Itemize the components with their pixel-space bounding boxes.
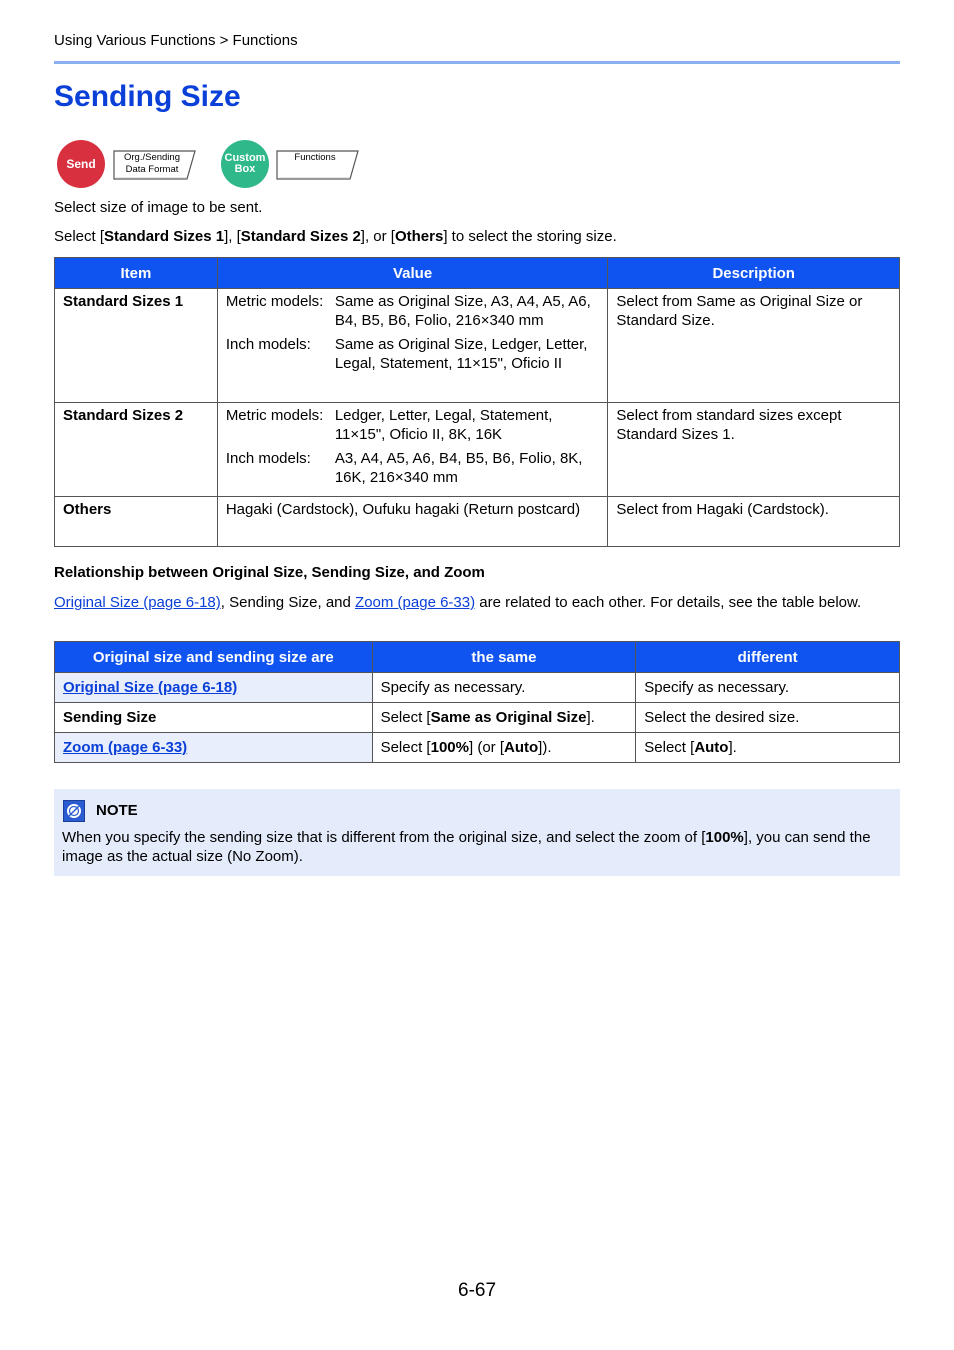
item-cell: Others [55, 497, 218, 547]
value-cell: Hagaki (Cardstock), Oufuku hagaki (Return postcard) [217, 497, 608, 547]
text: ], you can send the image as the actual size (No Zoom). [62, 829, 871, 865]
section-paragraph [54, 593, 900, 612]
bold-text: Auto [504, 739, 539, 756]
row-label-cell: Sending Size [55, 703, 373, 733]
inch-value: A3, A4, A5, A6, B4, B5, B6, Folio, 8K, 16K, 216×340 mm [334, 450, 583, 486]
text: , Sending Size, and [220, 594, 356, 611]
text: ]). [538, 739, 552, 756]
item-cell: Standard Sizes 1 [55, 289, 218, 403]
column-header: Item [55, 258, 218, 289]
bold-text: 100% [430, 739, 469, 756]
different-cell [636, 733, 900, 763]
text: Select [ [644, 739, 695, 756]
section-heading: Relationship between Original Size, Sending Size, and Zoom [54, 564, 485, 581]
metric-value: Same as Original Size, A3, A4, A5, A6, B4, B5, B6, Folio, 216×340 mm [334, 293, 591, 329]
row-label-cell [55, 733, 373, 763]
inch-value: Same as Original Size, Ledger, Letter, Legal, Statement, 11×15", Oficio II [334, 336, 588, 372]
same-cell [372, 703, 636, 733]
intro-line-2 [54, 228, 617, 245]
note-box [54, 789, 900, 876]
original-size-row-link[interactable]: Original Size (page 6-18) [63, 679, 238, 696]
send-key-label: Send [66, 156, 96, 171]
description-cell: Select from Hagaki (Cardstock). [608, 497, 900, 547]
functions-tab [276, 150, 360, 180]
note-icon [63, 800, 85, 822]
column-header: Value [217, 258, 608, 289]
zoom-row-link[interactable]: Zoom (page 6-33) [63, 739, 188, 756]
original-size-link[interactable]: Original Size (page 6-18) [54, 594, 221, 611]
text: When you specify the sending size that is different from the original size, and select the zoom of [ [62, 829, 706, 846]
header-rule [54, 61, 900, 64]
same-cell: Specify as necessary. [372, 673, 636, 703]
column-header: Original size and sending size are [55, 642, 373, 673]
bold-text: Auto [694, 739, 729, 756]
text: ], [ [224, 228, 241, 245]
bold-text: Standard Sizes 1 [104, 228, 225, 245]
metric-label: Metric models: [225, 293, 324, 310]
table-row [55, 497, 900, 547]
bold-text: Standard Sizes 2 [240, 228, 361, 245]
description-cell: Select from Same as Original Size or Standard Size. [608, 289, 900, 403]
table-row [55, 673, 900, 703]
table-row [55, 289, 900, 403]
org-sending-data-format-tab [113, 150, 197, 180]
inch-label: Inch models: [225, 450, 311, 467]
custom-box-key-icon [221, 140, 269, 188]
tab2-label: Functions [294, 152, 336, 163]
value-cell [217, 403, 608, 497]
metric-row [226, 406, 600, 444]
note-text [62, 828, 894, 866]
bold-text: 100% [705, 829, 744, 846]
text: ], or [ [360, 228, 395, 245]
text: are related to each other. For details, see the table below. [475, 594, 862, 611]
inch-label: Inch models: [225, 336, 311, 353]
tab1-label-line2: Data Format [125, 164, 179, 175]
same-cell [372, 733, 636, 763]
page-title: Sending Size [54, 80, 241, 113]
bold-text: Same as Original Size [430, 709, 587, 726]
custom-box-label [225, 153, 266, 175]
custom-label-line2: Box [234, 163, 256, 175]
intro-line-1: Select size of image to be sent. [54, 199, 263, 216]
settings-table [54, 257, 900, 547]
different-cell: Select the desired size. [636, 703, 900, 733]
item-cell: Standard Sizes 2 [55, 403, 218, 497]
function-path-icons [57, 140, 377, 190]
custom-label-line1: Custom [224, 152, 266, 164]
description-cell: Select from standard sizes except Standard Sizes 1. [608, 403, 900, 497]
metric-label: Metric models: [225, 407, 324, 424]
relationship-table [54, 641, 900, 763]
column-header: the same [372, 642, 636, 673]
row-label-cell [55, 673, 373, 703]
inch-row [226, 449, 600, 487]
metric-value: Ledger, Letter, Legal, Statement, 11×15", Oficio II, 8K, 16K [334, 407, 553, 443]
metric-row [226, 292, 600, 330]
text: ] to select the storing size. [443, 228, 617, 245]
page-number: 6-67 [458, 1280, 497, 1301]
table-row [55, 703, 900, 733]
tab1-label [119, 152, 185, 176]
text: Select [ [54, 228, 105, 245]
text: Select [ [380, 709, 431, 726]
table-header-row [55, 642, 900, 673]
text: ]. [586, 709, 595, 726]
different-cell: Specify as necessary. [636, 673, 900, 703]
bold-text: Others [394, 228, 444, 245]
send-key-icon [57, 140, 105, 188]
column-header: different [636, 642, 900, 673]
zoom-link[interactable]: Zoom (page 6-33) [355, 594, 476, 611]
table-row [55, 733, 900, 763]
column-header: Description [608, 258, 900, 289]
breadcrumb: Using Various Functions > Functions [54, 32, 298, 49]
text: ]. [728, 739, 737, 756]
inch-row [226, 335, 600, 373]
table-header-row [55, 258, 900, 289]
table-row [55, 403, 900, 497]
text: ] (or [ [468, 739, 504, 756]
value-cell [217, 289, 608, 403]
tab1-label-line1: Org./Sending [124, 152, 180, 163]
note-title: NOTE [96, 802, 138, 819]
text: Select [ [380, 739, 431, 756]
